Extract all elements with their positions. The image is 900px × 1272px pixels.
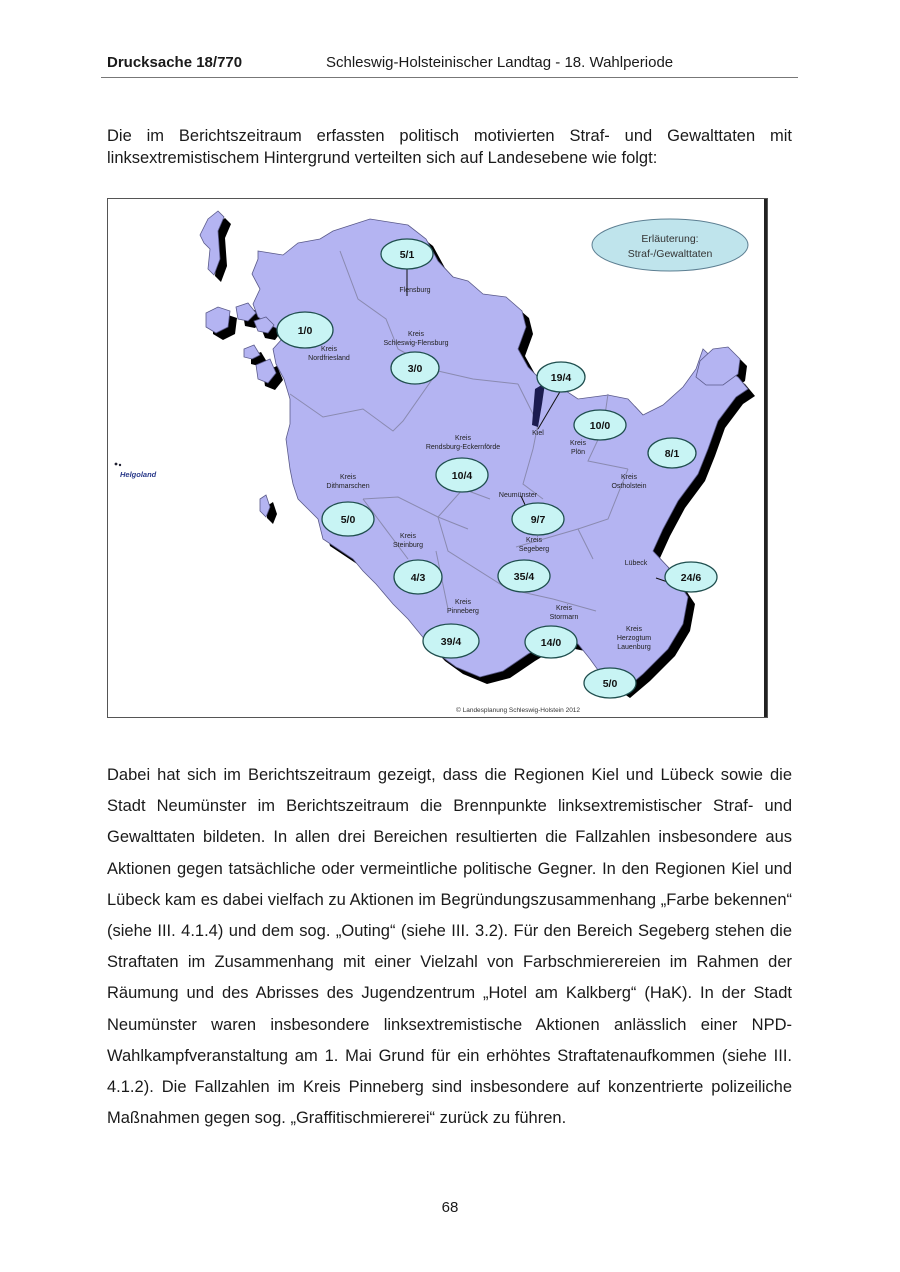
district-value: 8/1 bbox=[664, 448, 680, 460]
district-value: 5/0 bbox=[340, 514, 356, 526]
district-label: Neumünster bbox=[498, 492, 538, 499]
district-label: Lübeck bbox=[624, 560, 648, 567]
legend-subtitle: Straf-/Gewalttaten bbox=[627, 248, 713, 260]
helgoland-marker bbox=[115, 463, 157, 479]
district-value: 5/0 bbox=[602, 678, 618, 690]
district-value: 4/3 bbox=[410, 572, 426, 584]
district-value: 19/4 bbox=[550, 372, 572, 384]
district-label: Kreis bbox=[408, 331, 424, 338]
district-label: Kreis bbox=[556, 605, 572, 612]
intro-paragraph: Die im Berichtszeitraum erfassten politisch motivierten Straf- und Gewalttaten mit linksextremistischem Hintergrund verteilten sich auf Landesebene wie folgt: bbox=[107, 127, 792, 167]
district-label: Kreis bbox=[626, 626, 642, 633]
parliament-title: Schleswig-Holsteinischer Landtag - 18. Wahlperiode bbox=[326, 54, 674, 71]
body-paragraph: Dabei hat sich im Berichtszeitraum gezeigt, dass die Regionen Kiel und Lübeck sowie die Stadt Neumünster im Berichtszeitraum die Brennpunkte linksextremistischer Straf- und Gewalttaten bildeten. In allen drei Bereichen resultierten die Fallzahlen insbesondere aus Aktionen gegen tatsächliche oder vermeintliche politische Gegner. In den Regionen Kiel und Lübeck kam es dabei vielfach zu Aktionen im Begründungszusammenhang „Farbe bekennen“ (siehe III. 4.1.4) und dem sog. „Outing“ (siehe III. 3.2). Für den Bereich Segeberg stehen die Straftaten im Zusammenhang mit einer Vielzahl von Farbschmierereien im Rahmen der Räumung und des Abrisses des Jugendzentrum „Hotel am Kalkberg“ (HaK). In der Stadt Neumünster waren insbesondere linksextremistische Aktionen anlässlich einer NPD-Wahlkampfveranstaltung am 1. Mai Grund für ein erhöhtes Straftatenaufkommen (siehe III. 4.1.2). Die Fallzahlen im Kreis Pinneberg sind insbesondere auf konzentrierte polizeiliche Maßnahmen gegen sog. „Graffitischmiererei“ zurück zu führen. bbox=[107, 766, 792, 1128]
district-value: 3/0 bbox=[407, 363, 423, 375]
district-label: Ostholstein bbox=[611, 483, 647, 490]
district-value: 24/6 bbox=[680, 572, 702, 584]
district-label: Kreis bbox=[400, 533, 416, 540]
district-map-figure bbox=[107, 198, 768, 718]
district-value: 39/4 bbox=[440, 636, 462, 648]
district-label: Nordfriesland bbox=[308, 355, 350, 362]
district-label: Lauenburg bbox=[617, 644, 651, 651]
district-value: 9/7 bbox=[530, 514, 546, 526]
district-label: Herzogtum bbox=[616, 635, 652, 642]
district-value: 14/0 bbox=[540, 637, 562, 649]
district-label: Rendsburg-Eckernförde bbox=[425, 444, 501, 451]
district-label: Kreis bbox=[621, 474, 637, 481]
district-label: Stormarn bbox=[549, 614, 579, 621]
district-label: Dithmarschen bbox=[326, 483, 370, 490]
district-label: Kreis bbox=[570, 440, 586, 447]
legend-title: Erläuterung: bbox=[641, 233, 699, 245]
district-label: Kreis bbox=[321, 346, 337, 353]
district-value: 1/0 bbox=[297, 325, 313, 337]
page-number: 68 bbox=[441, 1199, 459, 1216]
district-label: Kreis bbox=[526, 537, 542, 544]
district-value: 10/4 bbox=[451, 470, 473, 482]
district-label: Plön bbox=[570, 449, 586, 456]
page-header bbox=[107, 54, 797, 76]
district-label: Kreis bbox=[455, 599, 471, 606]
header-divider bbox=[101, 77, 798, 78]
district-label: Pinneberg bbox=[447, 608, 479, 615]
district-value: 35/4 bbox=[513, 571, 535, 583]
district-label: Steinburg bbox=[393, 542, 423, 549]
legend bbox=[592, 219, 748, 271]
district-value: 10/0 bbox=[589, 420, 611, 432]
district-label: Kreis bbox=[340, 474, 356, 481]
map-copyright: © Landesplanung Schleswig-Holstein 2012 bbox=[456, 707, 581, 714]
district-label: Kreis bbox=[455, 435, 471, 442]
district-label: Kiel bbox=[532, 430, 544, 437]
helgoland-label: Helgoland bbox=[120, 470, 157, 479]
district-value: 5/1 bbox=[399, 249, 415, 261]
district-label: Flensburg bbox=[399, 287, 431, 294]
district-label: Segeberg bbox=[518, 546, 550, 553]
document-number: Drucksache 18/770 bbox=[107, 54, 243, 71]
district-map bbox=[108, 199, 768, 718]
district-label: Schleswig-Flensburg bbox=[383, 340, 449, 347]
